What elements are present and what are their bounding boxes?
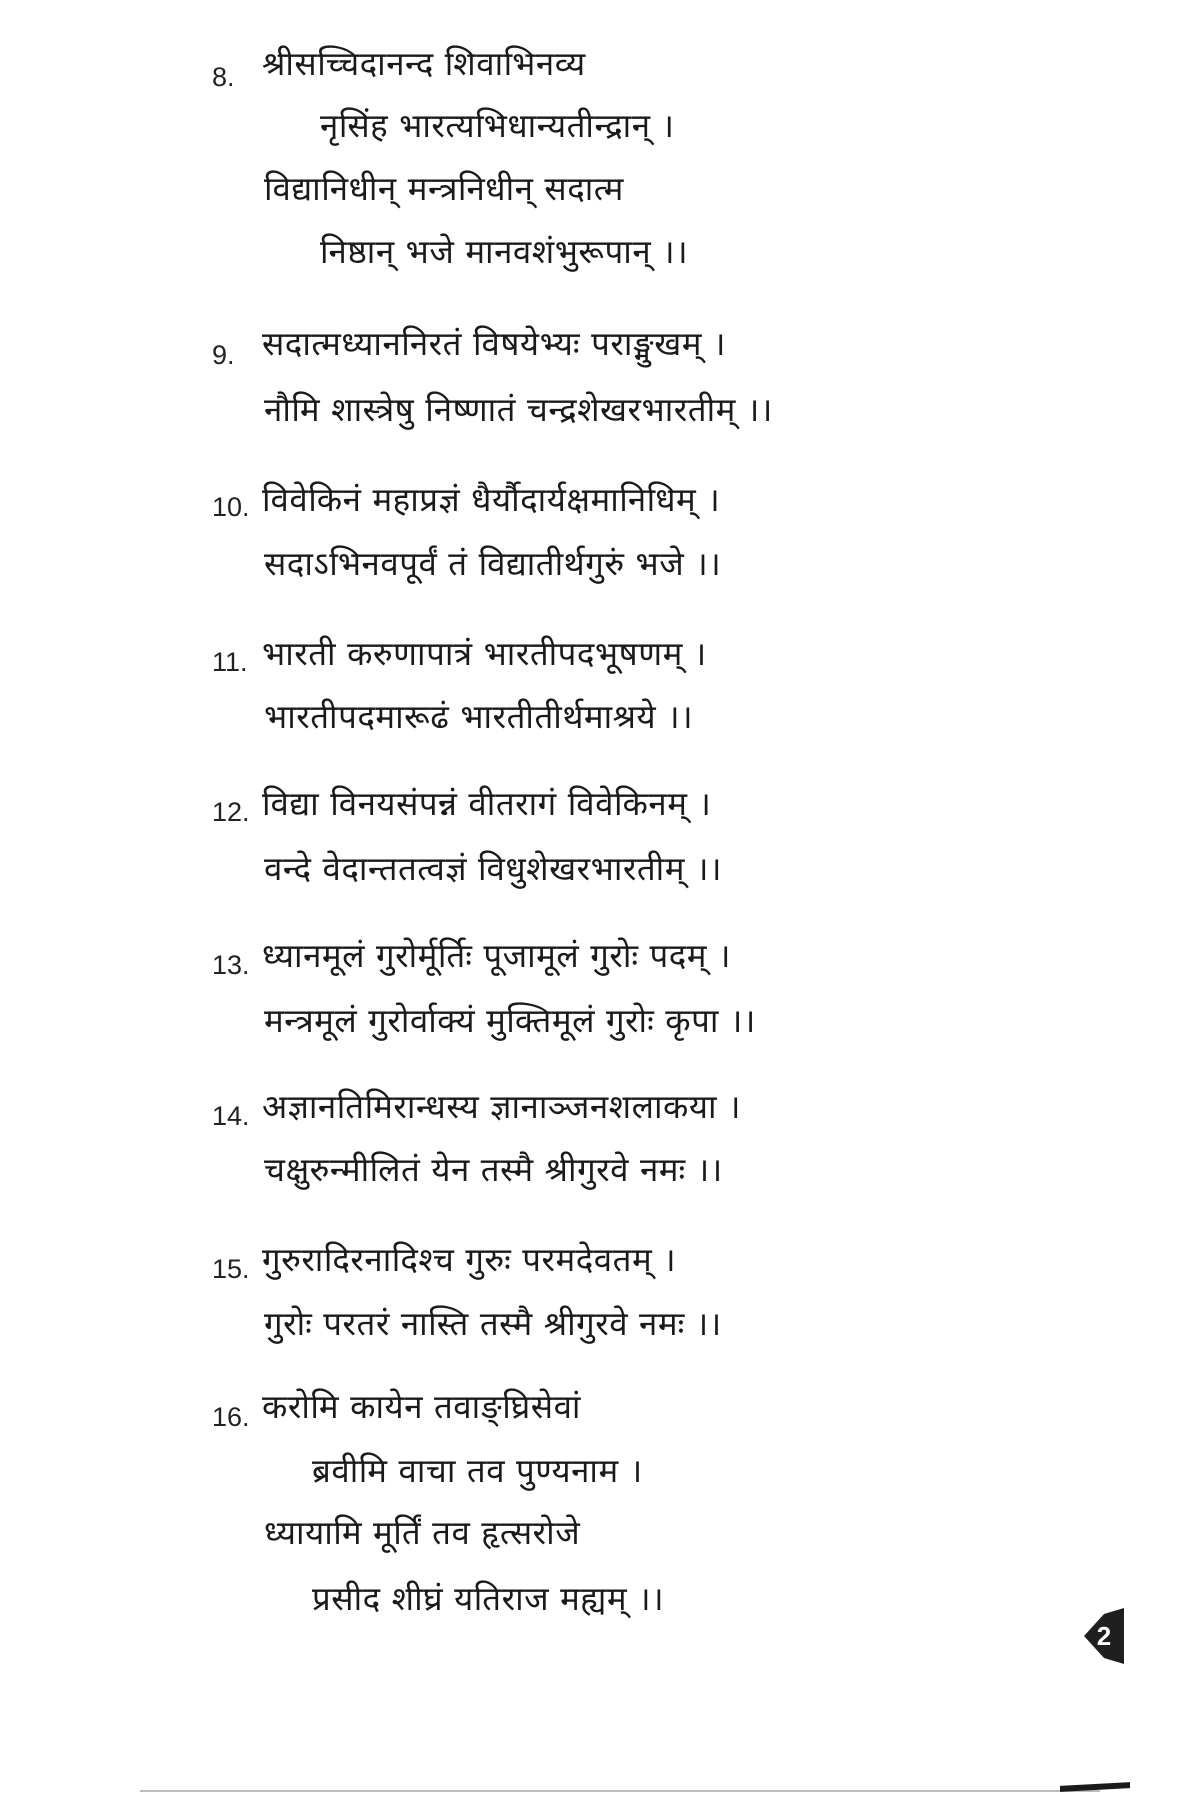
verse-line: वन्दे वेदान्ततत्वज्ञं विधुशेखरभारतीम् ।। (264, 849, 722, 888)
verse-line: गुरोः परतरं नास्ति तस्मै श्रीगुरवे नमः ।। (264, 1304, 722, 1343)
verse-line: निष्ठान् भजे मानवशंभुरूपान् ।। (320, 232, 689, 271)
verse-number: 9. (212, 340, 235, 370)
verse-line: अज्ञानतिमिरान्धस्य ज्ञानाञ्जनशलाकया । (262, 1087, 742, 1126)
verse-line: ध्यायामि मूर्तिं तव हृत्सरोजे (264, 1513, 581, 1552)
verse-line: विद्या विनयसंपन्नं वीतरागं विवेकिनम् । (262, 784, 712, 823)
verse-line: करोमि कायेन तवाङ्घ्रिसेवां (262, 1387, 581, 1426)
verse-line: नृसिंह भारत्यभिधान्यतीन्द्रान् । (320, 106, 675, 145)
verse-line: सदाऽभिनवपूर्वं तं विद्यातीर्थगुरुं भजे ।। (264, 544, 722, 583)
verse-line: चक्षुरुन्मीलितं येन तस्मै श्रीगुरवे नमः ।। (264, 1150, 723, 1189)
verse-line: नौमि शास्त्रेषु निष्णातं चन्द्रशेखरभारतीम् ।। (264, 390, 773, 429)
verse-number: 16. (212, 1402, 250, 1432)
verse-number: 12. (212, 797, 250, 827)
verse-number: 8. (212, 62, 235, 92)
bottom-divider (140, 1790, 1100, 1792)
page-number-badge (1084, 1608, 1124, 1664)
verse-line: ध्यानमूलं गुरोर्मूर्तिः पूजामूलं गुरोः पदम् । (262, 936, 732, 975)
verse-line: भारती करुणापात्रं भारतीपदभूषणम् । (262, 634, 707, 673)
verse-line: प्रसीद शीघ्रं यतिराज मह्यम् ।। (312, 1579, 665, 1618)
verse-number: 13. (212, 950, 250, 980)
verse-number: 14. (212, 1101, 250, 1131)
verse-number: 10. (212, 492, 250, 522)
verse-line: मन्त्रमूलं गुरोर्वाक्यं मुक्तिमूलं गुरोः कृपा ।। (264, 1001, 756, 1040)
verse-line: श्रीसच्चिदानन्द शिवाभिनव्य (262, 44, 586, 83)
page-number: 2 (1096, 1621, 1112, 1651)
verse-line: भारतीपदमारूढं भारतीतीर्थमाश्रये ।। (264, 697, 694, 736)
verse-line: विवेकिनं महाप्रज्ञं धैर्यौदार्यक्षमानिधिम् । (262, 480, 721, 519)
verse-number: 15. (212, 1254, 250, 1284)
verse-line: गुरुरादिरनादिश्च गुरुः परमदेवतम् । (262, 1240, 677, 1279)
verse-line: विद्यानिधीन् मन्त्रनिधीन् सदात्म (264, 169, 624, 208)
verse-line: सदात्मध्याननिरतं विषयेभ्यः पराङ्मुखम् । (262, 324, 726, 363)
verse-line: ब्रवीमि वाचा तव पुण्यनाम । (312, 1451, 643, 1490)
verse-number: 11. (212, 647, 248, 677)
